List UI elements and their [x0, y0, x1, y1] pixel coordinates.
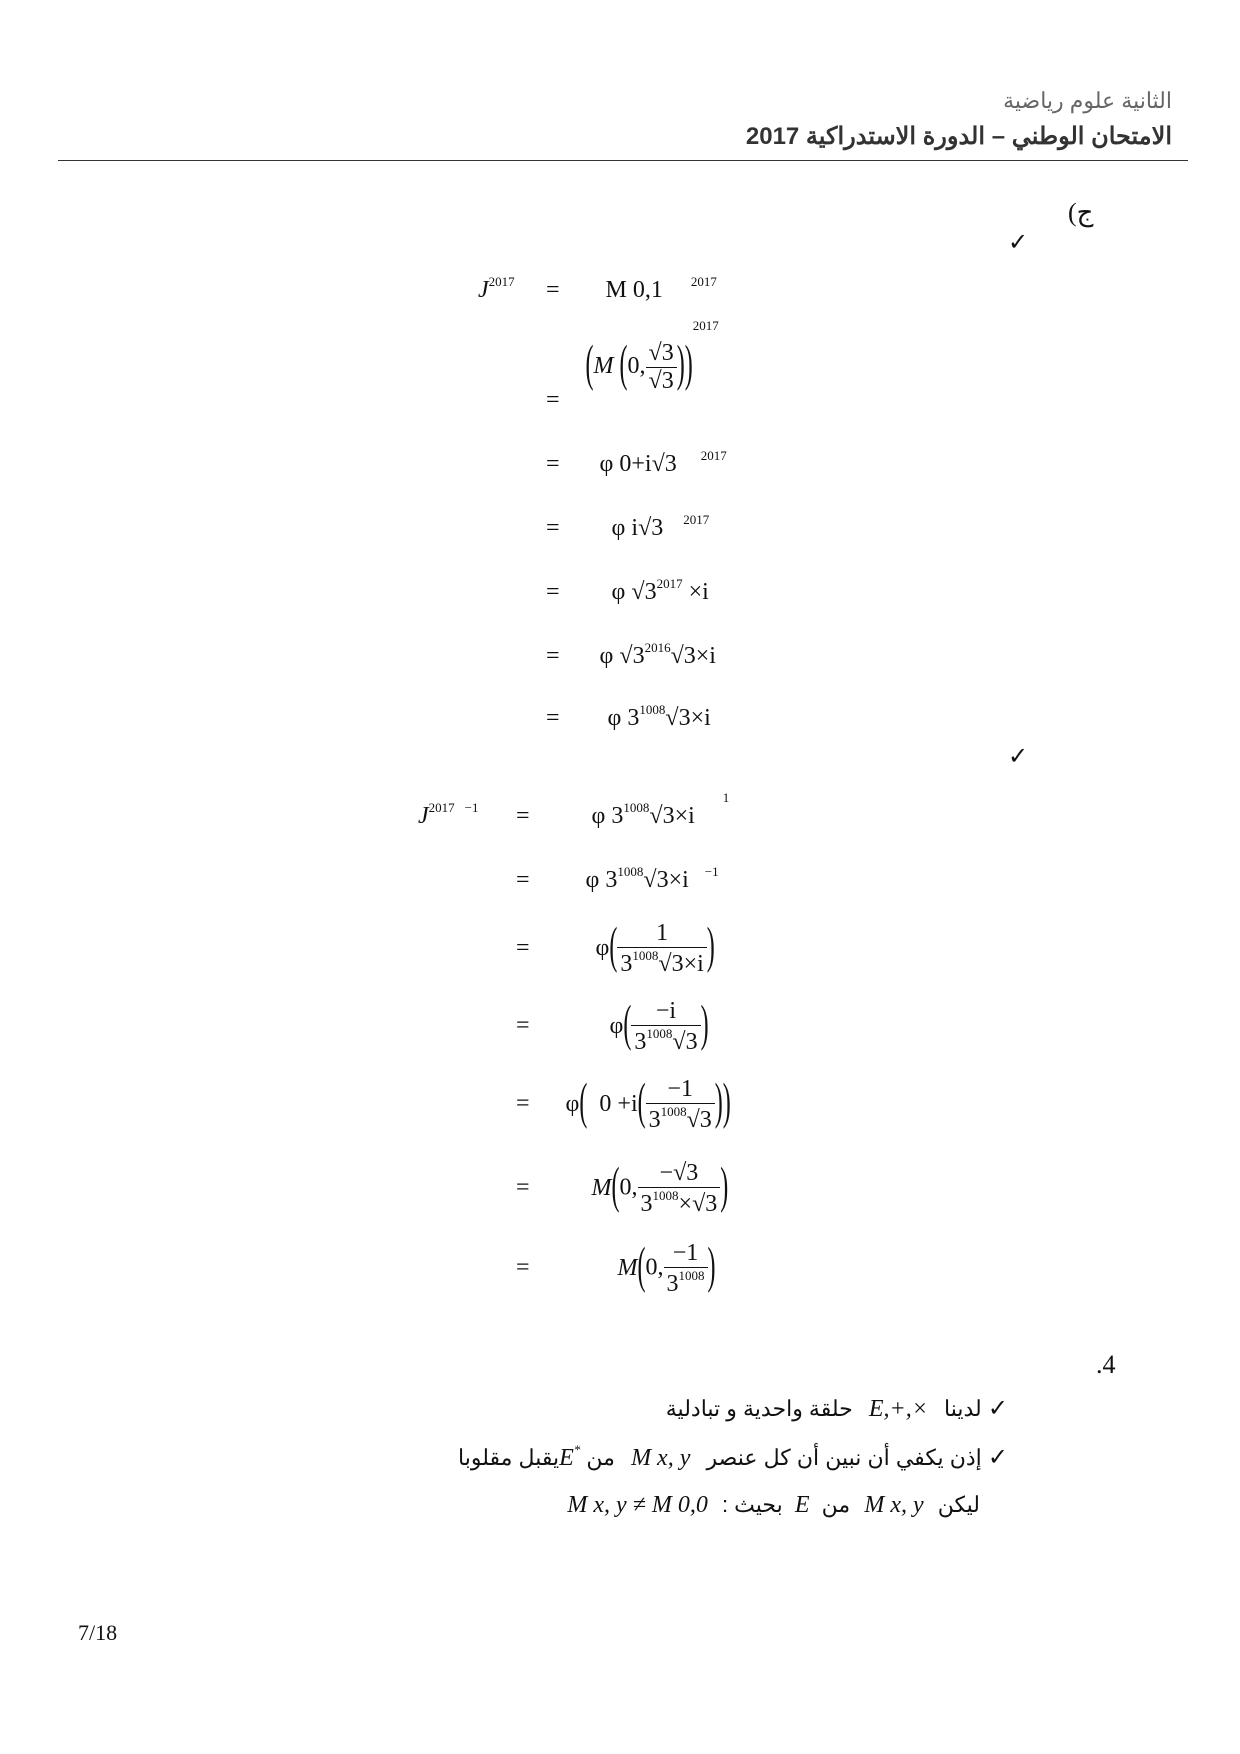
- block1-line-3: = φ 0+i√3 $^{2017}$: [546, 448, 727, 477]
- block1-line-7: = φ $3^{1008}√3\times i$: [546, 702, 711, 731]
- block2-line-7: = M(0, $\frac{-1}{3^{1008}}$ ): [516, 1239, 716, 1297]
- header-exam-title: الامتحان الوطني – الدورة الاستدراكية 2017: [745, 123, 1172, 150]
- check-mark-icon: ✓: [987, 1443, 1008, 1471]
- check-mark-icon: ✓: [1008, 742, 1029, 770]
- block2-line-5: = φ( 0 +i( $\frac{-1}{3^{1008}√3}$ )): [516, 1075, 731, 1133]
- block2-line-4: = φ( $\frac{-i}{3^{1008}√3}$ ): [516, 997, 709, 1055]
- page-number: 7/18: [78, 1620, 118, 1645]
- block2-lhs: $J^{2017}$ $^{-1}$: [418, 800, 479, 829]
- header-divider: [58, 160, 1188, 161]
- block1-line-4: = φ i√3 $^{2017}$: [546, 512, 710, 541]
- block2-line-1: = φ $3^{1008}√3\times i$ $^1$: [516, 790, 730, 829]
- block1-line-1: = M 0,1 $^{2017}$: [546, 274, 717, 303]
- section-label: ج): [1068, 198, 1094, 227]
- part4-item-1: ✓ لدينا E,+,× حلقة واحدية و تبادلية: [665, 1394, 1008, 1422]
- check-mark-icon: ✓: [987, 1394, 1008, 1422]
- check-mark-icon: ✓: [1008, 228, 1029, 256]
- block2-line-2: = φ $3^{1008}√3\times i$ $^{-1}$: [516, 864, 719, 893]
- header-subject: الثانية علوم رياضية: [1003, 88, 1172, 113]
- block1-line-5: = φ $√3^{2017} \times i$: [546, 576, 709, 605]
- block2-line-3: = φ( $\frac{1}{3^{1008}√3\times i}$ ): [516, 919, 715, 977]
- part-number: .4: [1096, 1350, 1116, 1379]
- part4-item-2: ✓ إذن يكفي أن نبين أن كل عنصر M x, y من E*يقبل مقلوبا: [458, 1442, 1008, 1471]
- block1-line-2: = (M (0, $\frac{√3}{√3}$ ))$^{2017}$: [546, 318, 719, 414]
- block2-line-6: = M(0, $\frac{-√3}{3^{1008}\times√3}$ ): [516, 1159, 729, 1217]
- block1-lhs: $J^{2017}$: [478, 274, 515, 303]
- part4-line-3: ليكن M x, y من E بحيث : M x, y ≠ M 0,0: [567, 1492, 980, 1518]
- block1-line-6: = φ $√3^{2016}√3\times i$: [546, 640, 716, 669]
